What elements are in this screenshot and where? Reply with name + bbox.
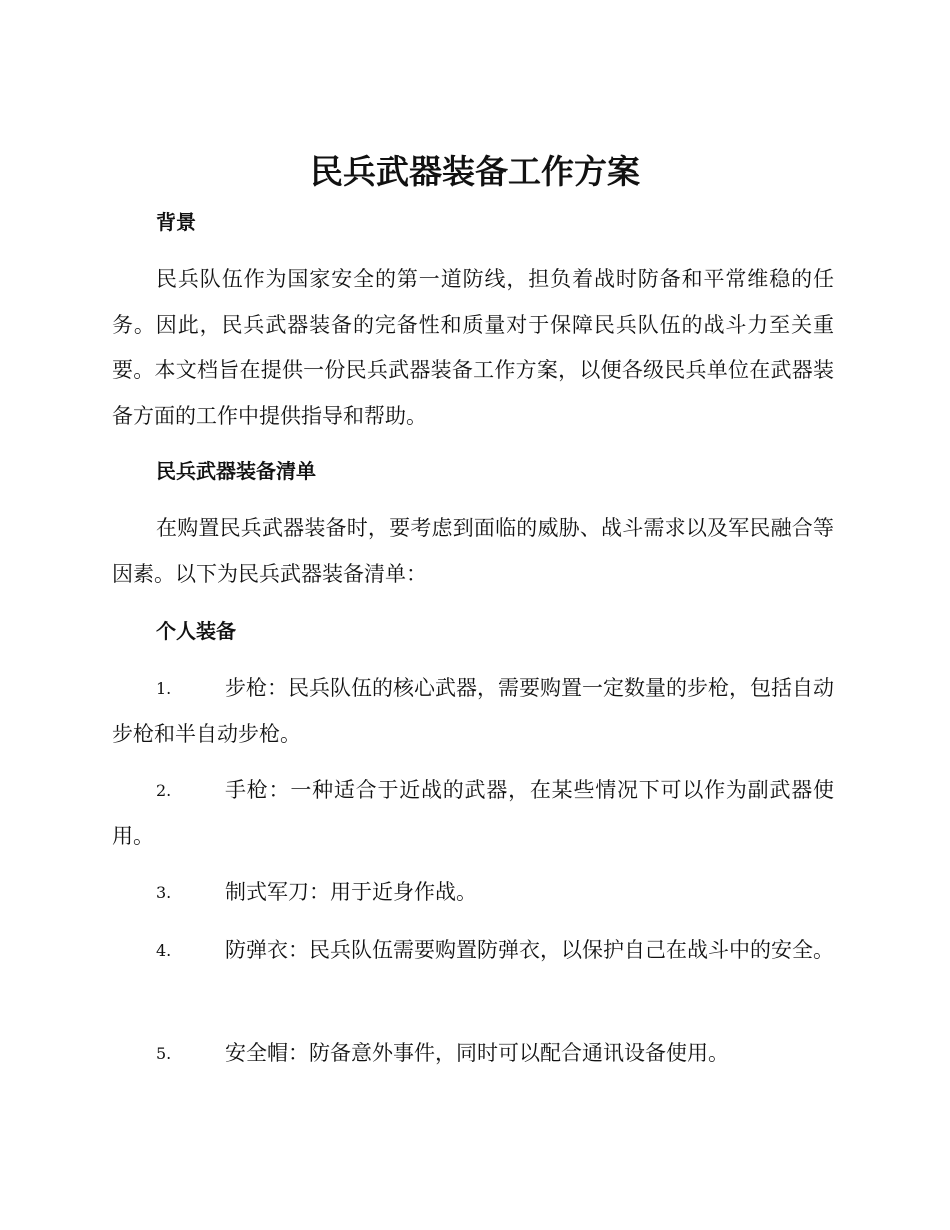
list-item-number: 5. <box>156 1044 172 1063</box>
list-item-text: 防弹衣：民兵队伍需要购置防弹衣，以保护自己在战斗中的安全。 <box>225 938 834 962</box>
document-title: 民兵武器装备工作方案 <box>310 152 640 191</box>
list-item <box>112 1031 834 1077</box>
list-item <box>112 928 834 974</box>
list-item-number: 1. <box>156 679 172 698</box>
section-heading-background: 背景 <box>156 210 196 234</box>
section-heading-equipment-list: 民兵武器装备清单 <box>156 459 316 483</box>
list-item-text: 手枪：一种适合于近战的武器，在某些情况下可以作为副武器使用。 <box>112 778 834 848</box>
paragraph-background: 民兵队伍作为国家安全的第一道防线，担负着战时防备和平常维稳的任务。因此，民兵武器装备的完备性和质量对于保障民兵队伍的战斗力至关重要。本文档旨在提供一份民兵武器装备工作方案，以便各级民兵单位在武器装备方面的工作中提供指导和帮助。 <box>112 267 834 428</box>
list-item-text: 制式军刀：用于近身作战。 <box>225 880 477 904</box>
list-item <box>112 768 834 859</box>
list-item-number: 3. <box>156 883 172 902</box>
list-item-number: 4. <box>156 941 172 960</box>
paragraph-equipment-list: 在购置民兵武器装备时，要考虑到面临的威胁、战斗需求以及军民融合等因素。以下为民兵武器装备清单： <box>112 516 834 586</box>
list-item-text: 安全帽：防备意外事件，同时可以配合通讯设备使用。 <box>225 1041 729 1065</box>
list-item <box>112 870 834 916</box>
list-item <box>112 666 834 757</box>
list-item-number: 2. <box>156 781 172 800</box>
list-item-text: 步枪：民兵队伍的核心武器，需要购置一定数量的步枪，包括自动步枪和半自动步枪。 <box>112 676 834 746</box>
section-heading-personal-equipment: 个人装备 <box>156 619 236 643</box>
